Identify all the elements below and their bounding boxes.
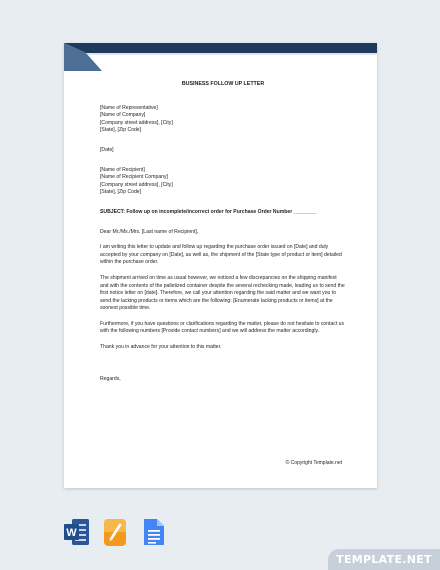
recipient-block: [100, 167, 346, 197]
sender-block: [100, 105, 346, 135]
header-band: [64, 43, 377, 71]
word-icon[interactable]: [63, 516, 91, 548]
recipient-line: [State], [Zip Code]: [100, 189, 142, 196]
closing-line: Thank you in advance for your attention to this matter.: [100, 344, 222, 351]
sender-line: [Name of Representative]: [100, 104, 158, 111]
salutation: Dear Mr./Ms./Mrs. [Last name of Recipient],: [100, 228, 199, 235]
app-icons: [63, 516, 167, 548]
copyright-notice: © Copyright Template.net: [285, 460, 342, 466]
recipient-line: [Company street address], [City]: [100, 181, 173, 188]
date-line: [Date]: [100, 146, 114, 153]
sender-line: [State], [Zip Code]: [100, 127, 142, 134]
sender-line: [Company street address], [City]: [100, 119, 173, 126]
recipient-line: [Name of Recipient Company]: [100, 174, 168, 181]
paragraph: The shipment arrived on time as usual however, we noticed a few discrepancies on the shipping manifest and with the contents of the palletized container despite the several rechecking made, leading us to send the first notice letter on [date]. Therefore, we call your attention regarding the said matter and we want you to send the lacking products or items which are the following: [Enumerate lacking products or items] at the soonest possible time.: [100, 274, 345, 312]
document-page: [64, 43, 377, 488]
sender-line: [Name of Company]: [100, 112, 146, 119]
pages-icon[interactable]: [101, 516, 129, 548]
document-title: BUSINESS FOLLOW UP LETTER: [181, 81, 265, 87]
brand-badge: [328, 549, 440, 570]
paragraph: Furthermore, if you have questions or clarifications regarding the matter, please do not hesitate to contact us with the following numbers [Provide contact numbers] and we will address the matter accordingly.: [100, 320, 345, 335]
letter-body: [100, 81, 346, 383]
regards: Regards,: [100, 375, 121, 382]
svg-text:W: W: [66, 527, 77, 539]
paragraph: I am writing this letter to update and follow up regarding the purchase order issued on [Date] and duly accepted by your company on [Date], as well as, the shipment of the [State type of product or item] detailed within the purchase order.: [100, 244, 342, 266]
brand-logo-text: TEMPLATE.NET: [336, 553, 432, 566]
recipient-line: [Name of Recipient]: [100, 166, 145, 173]
subject-line: SUBJECT: Follow up on incomplete/incorrect order for Purchase Order Number ________: [100, 208, 317, 215]
google-docs-icon[interactable]: [139, 516, 167, 548]
